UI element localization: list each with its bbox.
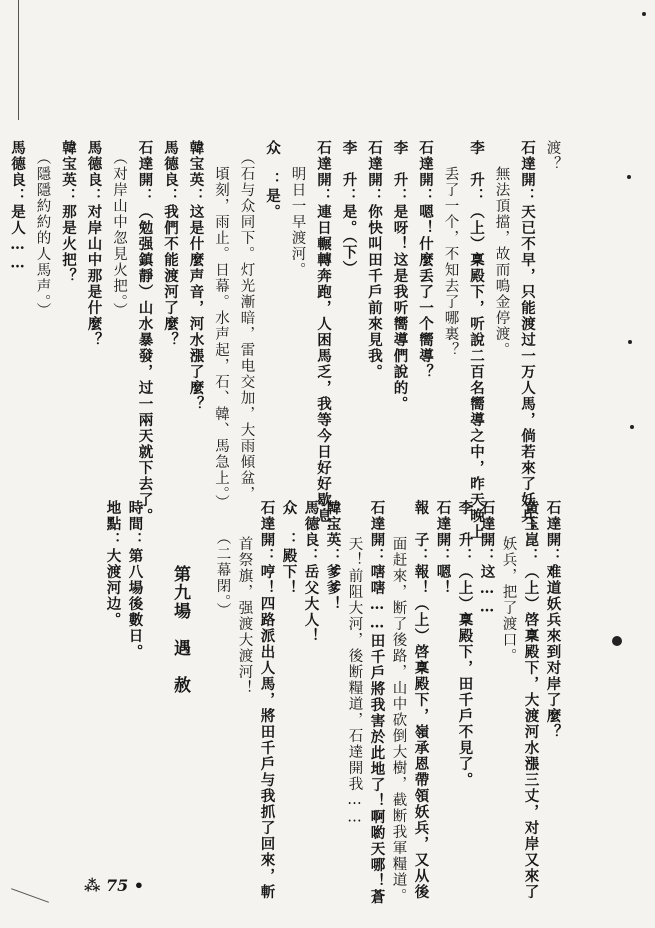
- page-number-prefix: ⁂: [84, 876, 106, 895]
- script-line-lower: 石達開：嗯！: [434, 500, 452, 596]
- print-speck: [628, 340, 632, 344]
- script-line-upper: 众 ：是。: [264, 140, 281, 220]
- script-line-upper: 李 升：（上）稟殿下，听說二百名嚮導之中，昨天晚上: [468, 140, 485, 540]
- script-line-upper: （对岸山中忽見火把。）: [111, 150, 127, 319]
- script-line-lower: 石達開：哼！四路派出人馬，將田千戶与我抓了回來，斬: [258, 500, 276, 900]
- script-line-lower: 地點：大渡河边。: [104, 500, 122, 628]
- page-number-suffix: •: [128, 876, 144, 895]
- script-line-upper: 石達開：連日輾轉奔跑，人困馬乏，我等今日好好歇息，: [315, 140, 332, 540]
- script-line-upper: 李 升：是。（下）: [340, 140, 358, 277]
- script-line-upper: 無法頂擋，故而鳴金停渡。: [493, 150, 510, 358]
- script-line-upper: 渡？: [544, 140, 561, 172]
- print-speck: [630, 425, 634, 429]
- page-number-value: 75: [105, 876, 129, 895]
- scan-edge-line: [11, 888, 49, 903]
- script-line-upper: 韓宝英：这是什麼声音，河水漲了麼？: [187, 140, 205, 412]
- script-line-lower: 李 升：（上）稟殿下，田千戶不見了。: [456, 500, 474, 788]
- script-line-lower: 黄玉崑：（上）啓稟殿下，大渡河水漲三丈，对岸又來了: [522, 500, 540, 900]
- script-line-lower: 馬德良：岳父大人！: [302, 500, 320, 644]
- script-line-upper: 石達開：嗯！什麼丢了一个嚮導？: [417, 140, 434, 380]
- script-line-upper: 丢了一个，不知去了哪裏？: [442, 150, 459, 358]
- page-number: [84, 876, 144, 895]
- script-line-upper: 石達開：（勉强鎮靜）山水暴發，过一兩天就下去了。: [136, 140, 154, 524]
- script-line-lower: 面赶來，断了後路，山中砍倒大樹，截断我軍糧道。: [390, 520, 407, 904]
- script-line-upper: 李 升：是呀！这是我听嚮導們說的。: [391, 140, 409, 412]
- script-line-upper: 石達開：你快叫田千戶前來見我。: [366, 140, 383, 380]
- script-line-upper: （隱隱約約的人馬声。）: [34, 150, 51, 319]
- script-line-lower: 時間：第八場後數日。: [126, 500, 144, 660]
- script-line-lower: 石達開：嗐嗐……田千戶將我害於此地了！啊喲天哪！蒼: [368, 500, 386, 905]
- script-line-lower: 韓宝英：爹爹！: [324, 500, 342, 612]
- script-line-lower: 天！前阻大河，後断糧道，石達開我……: [346, 520, 363, 827]
- print-speck: [642, 12, 646, 16]
- script-line-upper: 馬德良：我們不能渡河了麼？: [162, 140, 179, 348]
- script-line-upper: 石達開：天已不早，只能渡过一万人馬，倘若來了妖兵，: [519, 140, 536, 540]
- script-line-upper: 馬德良：是人……: [9, 140, 26, 273]
- script-line-upper: 頃刻，雨止。日幕。水声起，石、韓、馬急上。）: [213, 150, 229, 511]
- script-line-lower: 妖兵，把了渡口。: [500, 520, 517, 664]
- print-speck: [627, 175, 631, 179]
- scan-edge-line: [18, 0, 19, 120]
- scene-heading: 第九場 遇 赦: [170, 565, 190, 695]
- script-line-lower: 報 子：報！（上）啓稟殿下，嶺承恩帶領妖兵，又从後: [412, 500, 430, 900]
- script-line-upper: 明日一早渡河。: [289, 150, 306, 278]
- script-line-upper: 韓宝英：那是火把？: [60, 140, 77, 284]
- script-line-lower: 众 ：殿下！: [280, 500, 298, 596]
- script-line-lower: 石達開：难道妖兵來到对岸了麼？: [544, 500, 562, 740]
- script-line-lower: 石達開：这……: [478, 500, 496, 617]
- script-line-lower: （二幕閉。）: [214, 530, 231, 619]
- script-line-lower: 首祭旗，强渡大渡河！: [236, 520, 253, 696]
- script-line-upper: 馬德良：对岸山中那是什麼？: [85, 140, 103, 348]
- script-line-upper: （石与众同下。灯光漸暗，雷电交加，大雨傾盆，: [238, 150, 255, 502]
- print-dot: [612, 636, 622, 646]
